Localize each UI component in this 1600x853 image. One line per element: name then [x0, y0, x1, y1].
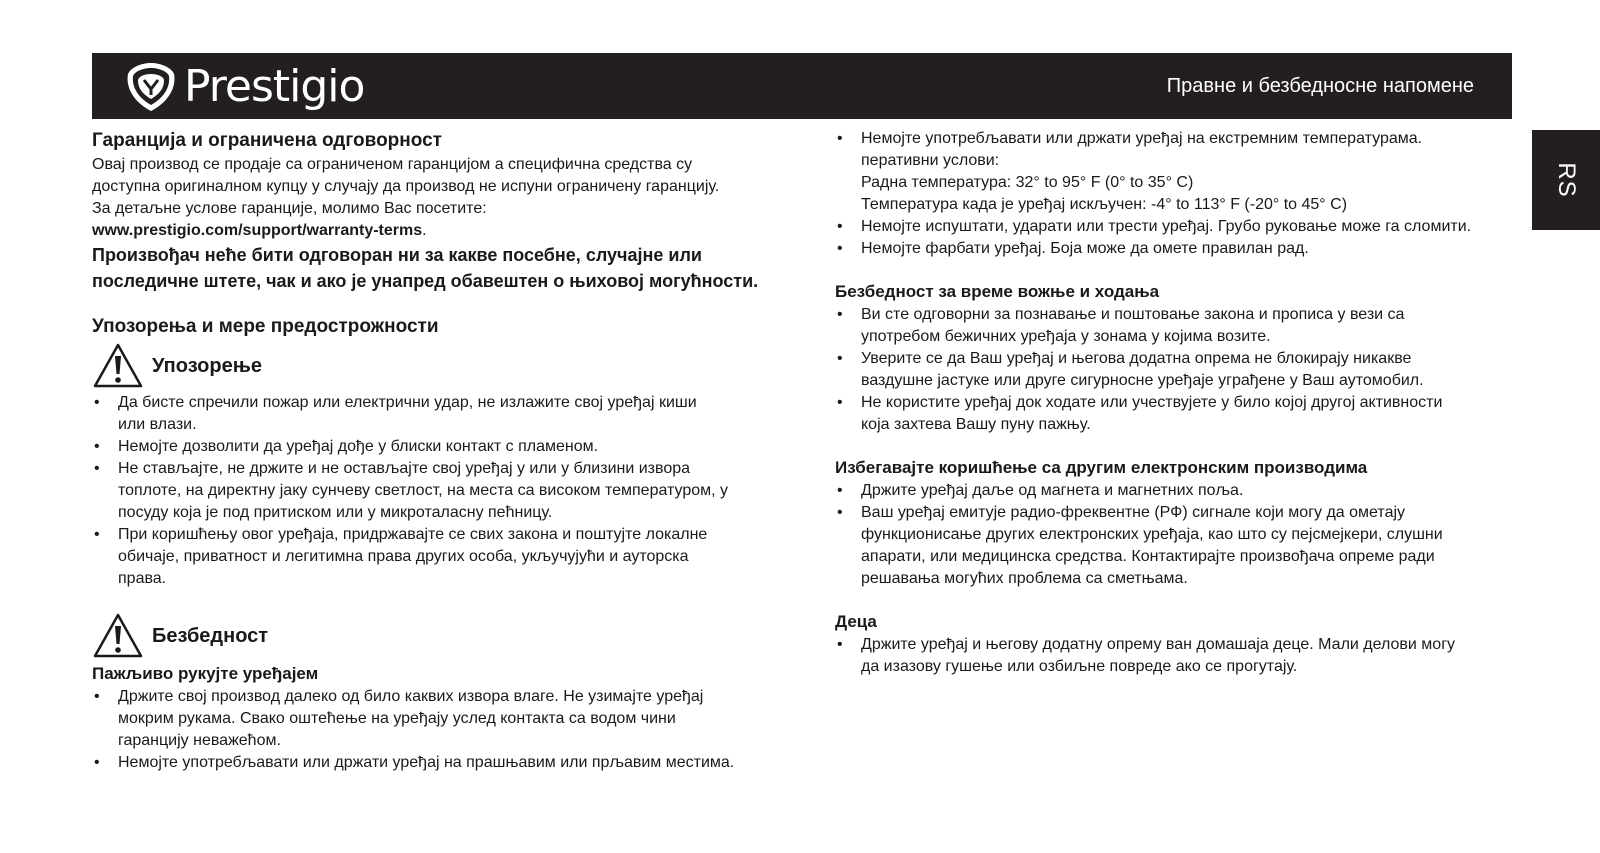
- right-column: [835, 128, 1515, 678]
- list-item-line: • Немојте употребљавати или држати уређај на екстремним температурама.: [861, 130, 1423, 147]
- list-item-line: која захтева Вашу пуну пажњу.: [861, 416, 1091, 433]
- left-column: [92, 128, 782, 774]
- warning-triangle-icon: [92, 342, 144, 390]
- list-item-line: • Држите свој производ далеко од било каквих извора влаге. Не узимајте уређај: [118, 688, 704, 705]
- temperature-sub-line: Температура када је уређај искључен: -4° to 113° F (-20° to 45° C): [861, 196, 1348, 213]
- list-item-line: мокрим рукама. Свако оштећење на уређају услед контакта са водом чини: [118, 710, 676, 727]
- list-item: [92, 392, 782, 436]
- handling-subheading: Пажљиво рукујте уређајем: [92, 664, 319, 683]
- prestigio-shield-logo-icon: [124, 60, 178, 114]
- safety-heading: Безбедност: [152, 625, 269, 647]
- list-item-line: • При коришћењу овог уређаја, придржавајте се свих закона и поштујте локалне: [118, 526, 708, 543]
- list-item-line: употребом бежичних уређаја у зонама у којима возите.: [861, 328, 1271, 345]
- temperature-sub-line: Радна температура: 32° to 95° F (0° to 35° C): [861, 174, 1194, 191]
- warning-heading: Упозорење: [152, 355, 262, 377]
- list-item-line: • Уверите се да Ваш уређај и његова додатна опрема не блокирају никакве: [861, 350, 1412, 367]
- list-item-line: • Немојте употребљавати или држати уређај на прашњавим или прљавим местима.: [118, 754, 735, 771]
- list-item-line: • Немојте испуштати, ударати или трести уређај. Грубо руковање може га сломити.: [861, 218, 1472, 235]
- list-item: [92, 686, 782, 752]
- list-item-line: обичаје, приватност и легитимна права других особа, укључујући и ауторска: [118, 548, 689, 565]
- children-list: [835, 634, 1515, 678]
- list-item: [835, 348, 1515, 392]
- language-tab-label: RS: [1553, 162, 1580, 198]
- list-item: [92, 436, 782, 458]
- list-item: [835, 480, 1515, 502]
- list-item-line: ваздушне јастуке или друге сигурносне уређаје уграђене у Ваш аутомобил.: [861, 372, 1424, 389]
- list-item: [835, 392, 1515, 436]
- disclaimer-line: Произвођач неће бити одговоран ни за какве посебне, случајне или: [92, 245, 702, 265]
- warranty-heading: Гаранција и ограничена одговорност: [92, 130, 442, 151]
- list-item-line: • Ваш уређај емитује радио-фреквентне (РФ) сигнале који могу да ометају: [861, 504, 1406, 521]
- driving-heading: Безбедност за време вожње и ходања: [835, 282, 1160, 301]
- language-tab: [1532, 130, 1600, 230]
- warranty-text-line: Овај производ се продаје са ограниченом гаранцијом а специфична средства су: [92, 156, 693, 173]
- list-item: [92, 752, 782, 774]
- list-item-line: • Не користите уређај док ходате или учествујете у било којој другој активности: [861, 394, 1443, 411]
- list-item-line: решавања могућих проблема са сметњама.: [861, 570, 1188, 587]
- safety-section-header: [92, 610, 782, 662]
- list-item: [835, 238, 1515, 260]
- warning-triangle-icon: [92, 612, 144, 660]
- electronics-list: [835, 480, 1515, 590]
- brand-logo: [124, 59, 364, 115]
- children-heading: Деца: [835, 612, 877, 631]
- list-item: [835, 304, 1515, 348]
- temperature-list: [835, 128, 1515, 150]
- warranty-url-line: [92, 220, 782, 242]
- list-item-line: гаранцију неважећом.: [118, 732, 281, 749]
- list-item-line: • Држите уређај и његову додатну опрему ван домашаја деце. Мали делови могу: [861, 636, 1456, 653]
- list-item-line: • Да бисте спречили пожар или електрични удар, не излажите свој уређај киши: [118, 394, 697, 411]
- list-item-line: • Држите уређај даље од магнета и магнетних поља.: [861, 482, 1244, 499]
- list-item: [835, 216, 1515, 238]
- warranty-text-line: За детаљне услове гаранције, молимо Вас посетите:: [92, 200, 487, 217]
- warning-section-header: [92, 340, 782, 392]
- list-item: [835, 128, 1515, 150]
- handling-list: [835, 216, 1515, 260]
- warranty-text-line: доступна оригиналном купцу у случају да производ не испуни ограничену гаранцију.: [92, 178, 720, 195]
- list-item-line: права.: [118, 570, 167, 587]
- list-item: [835, 634, 1515, 678]
- disclaimer-line: последичне штете, чак и ако је унапред обавештен о њиховој могућности.: [92, 271, 759, 291]
- warranty-url-suffix: .: [422, 222, 427, 239]
- driving-list: [835, 304, 1515, 436]
- list-item: [835, 502, 1515, 590]
- list-item-line: посуду која је под притиском или у микроталасну пећницу.: [118, 504, 553, 521]
- list-item-line: да изазову гушење или озбиљне повреде ако се прогутају.: [861, 658, 1298, 675]
- warranty-url: www.prestigio.com/support/warranty-terms: [92, 222, 423, 239]
- precautions-heading: Упозорења и мере предострожности: [92, 316, 439, 337]
- brand-name: Prestigio: [184, 61, 365, 112]
- safety-list: [92, 686, 782, 774]
- list-item: [92, 458, 782, 524]
- list-item-line: • Ви сте одговорни за познавање и поштовање закона и прописа у вези са: [861, 306, 1405, 323]
- temperature-sub-line: перативни услови:: [861, 152, 1000, 169]
- list-item-line: топлоте, на директну јаку сунчеву светлост, на места са високом температуром, у: [118, 482, 729, 499]
- list-item-line: апарати, или медицинска средства. Контактирајте произвођача опреме ради: [861, 548, 1435, 565]
- list-item-line: функционисање других електронских уређаја, као што су пејсмејкери, слушни: [861, 526, 1443, 543]
- page-title: Правне и безбедносне напомене: [1166, 75, 1474, 97]
- list-item-line: • Немојте дозволити да уређај дође у блиски контакт с пламеном.: [118, 438, 599, 455]
- list-item: [92, 524, 782, 590]
- list-item-line: или влази.: [118, 416, 197, 433]
- warning-list: [92, 392, 782, 590]
- list-item-line: • Не стављајте, не држите и не остављајте свој уређај у или у близини извора: [118, 460, 691, 477]
- electronics-heading: Избегавајте коришћење са другим електронским производима: [835, 458, 1368, 477]
- header-bar: [92, 53, 1512, 119]
- list-item-line: • Немојте фарбати уређај. Боја може да омете правилан рад.: [861, 240, 1309, 257]
